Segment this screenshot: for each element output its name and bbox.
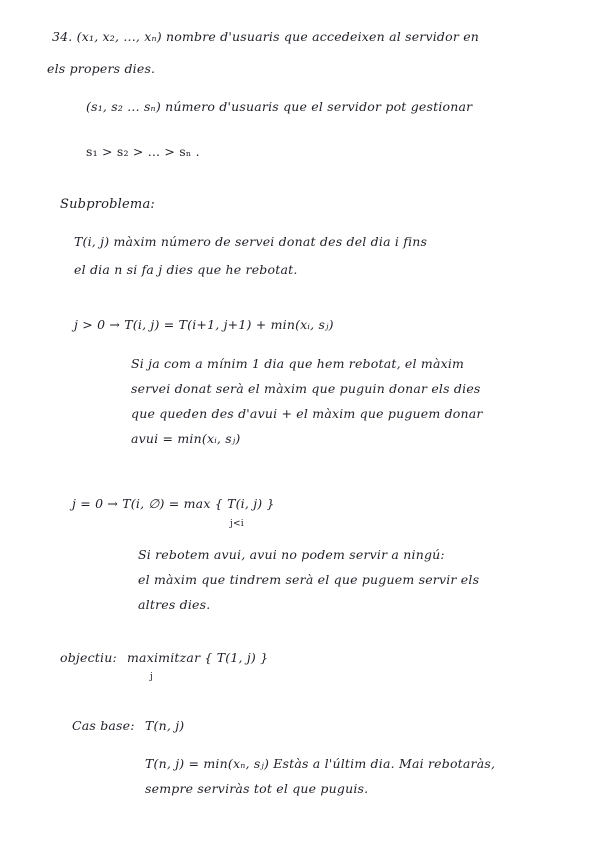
base-case-line-1: T(n, j) = min(xₙ, sⱼ) Estàs a l'últim dia. Mai rebotaràs, bbox=[145, 756, 496, 771]
explanation-line-7: altres dies. bbox=[138, 597, 211, 612]
problem-line-1: 34. (x₁, x₂, ..., xₙ) nombre d'usuaris que accedeixen al servidor en bbox=[52, 29, 480, 44]
objective-label: objectiu: bbox=[60, 650, 117, 665]
max-subscript: j<i bbox=[230, 519, 244, 529]
explanation-line-4: avui = min(xᵢ, sⱼ) bbox=[131, 431, 241, 446]
objective-text: maximitzar { T(1, j) } bbox=[127, 650, 269, 665]
base-case-term: T(n, j) bbox=[145, 718, 185, 733]
base-case-label: Cas base: bbox=[72, 718, 135, 733]
explanation-line-5: Si rebotem avui, avui no podem servir a ningú: bbox=[138, 547, 445, 562]
objective-subscript: j bbox=[150, 672, 153, 682]
subproblem-definition-1: T(i, j) màxim número de servei donat des del dia i fins bbox=[74, 234, 428, 249]
explanation-line-3: que queden des d'avui + el màxim que puguem donar bbox=[131, 406, 483, 421]
explanation-line-2: servei donat serà el màxim que puguin donar els dies bbox=[131, 381, 481, 396]
problem-line-2: els propers dies. bbox=[47, 61, 156, 76]
recurrence-positive-case: j > 0 → T(i, j) = T(i+1, j+1) + min(xᵢ, sⱼ) bbox=[74, 317, 334, 332]
explanation-line-6: el màxim que tindrem serà el que puguem servir els bbox=[138, 572, 480, 587]
base-case-line-2: sempre serviràs tot el que puguis. bbox=[145, 781, 369, 796]
recurrence-zero-case: j = 0 → T(i, ∅) = max { T(i, j) } bbox=[72, 496, 275, 511]
problem-line-4: s₁ > s₂ > ... > sₙ . bbox=[86, 144, 200, 159]
problem-line-3: (s₁, s₂ ... sₙ) número d'usuaris que el servidor pot gestionar bbox=[86, 99, 473, 114]
subproblem-definition-2: el dia n si fa j dies que he rebotat. bbox=[74, 262, 298, 277]
subproblem-heading: Subproblema: bbox=[60, 197, 155, 212]
explanation-line-1: Si ja com a mínim 1 dia que hem rebotat, el màxim bbox=[131, 356, 465, 371]
